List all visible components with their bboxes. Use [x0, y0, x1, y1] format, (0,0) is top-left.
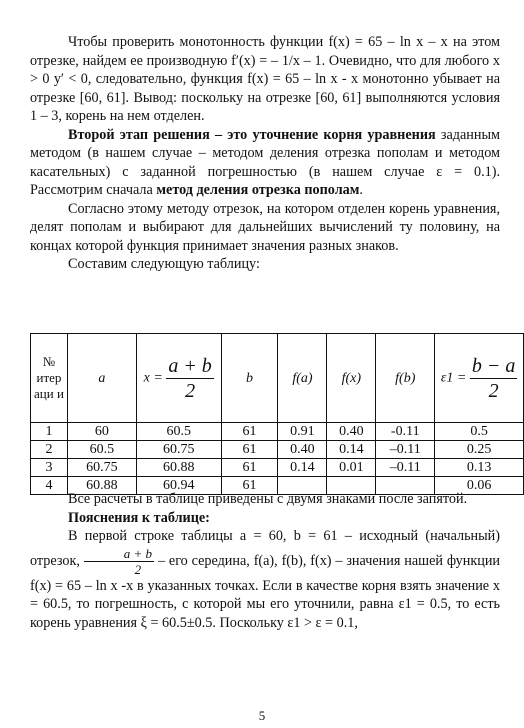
inline-frac-den: 2 [134, 561, 142, 577]
header-b: b [221, 334, 278, 423]
table-cell: 0.14 [278, 459, 327, 477]
header-x [136, 334, 221, 423]
table-cell: 60.88 [67, 477, 136, 495]
table-cell: 3 [31, 459, 68, 477]
header-x-fraction [166, 354, 214, 403]
table-cell: 0.01 [327, 459, 376, 477]
text-block-bottom [30, 490, 500, 632]
text-block-top [30, 33, 500, 274]
header-e-lhs: ε1 = [440, 370, 467, 386]
explanations-rest: – его середина, f(a), f(b), f(x) – значения нашей функции f(x) = 65 – ln x -x в указанных точках. Если в качестве корня взять значение x = 60.5, то погрешность, с которой мы его уточнили, равна ε1 = 0.5, то есть корень уравнения ξ = 60.5±0.5. Поскольку ε1 > ε = 0.1, [30, 552, 501, 631]
table-row [31, 423, 524, 441]
table-cell: 61 [221, 459, 278, 477]
header-e-fraction [470, 354, 518, 403]
table-cell: 0.5 [435, 423, 524, 441]
inline-midpoint-formula [84, 546, 154, 577]
table-row [31, 441, 524, 459]
header-e-den: 2 [488, 379, 499, 402]
header-fb: f(b) [376, 334, 435, 423]
header-iteration: № итер аци и [31, 334, 68, 423]
table-cell: 61 [221, 423, 278, 441]
bisection-method-bold: метод деления отрезка пополам [156, 182, 360, 198]
table-cell: 4 [31, 477, 68, 495]
paragraph-monotonicity: Чтобы проверить монотонность функции f(x) = 65 – ln x – x на этом отрезке, найдем ее производную f′(x) = – 1/x – 1. Очевидно, что для любого x > 0 y′ < 0, следовательно, функция f(x) = 65 – ln x - x монотонно убывает на отрезке [60, 61]. Вывод: поскольку на отрезке [60, 61] выполняются условия 1 – 3, корень на нем отделен. [30, 34, 500, 124]
paragraph-table-intro: Составим следующую таблицу: [68, 256, 260, 272]
page-number: 5 [258, 708, 266, 723]
second-stage-end: . [359, 182, 363, 198]
second-stage-text: заданным методом (в нашем случае – методом деления отрезка пополам и методом касательных) с заданной погрешностью (в нашем случае ε = 0.1). Рассмотрим сначала [30, 126, 500, 198]
header-x-num: a + b [168, 354, 212, 377]
table-cell: 0.06 [435, 477, 524, 495]
explanations-start: В первой строке таблицы a = 60, b = 61 – исходный (начальный) отрезок, [30, 528, 500, 569]
header-e-num: b − a [471, 354, 516, 377]
table-cell: 60.5 [67, 441, 136, 459]
paragraph-explanations-heading: Пояснения к таблице: [68, 509, 210, 526]
second-stage-bold: Второй этап решения – это уточнение корня уравнения [68, 126, 436, 143]
table-header-row [31, 334, 524, 423]
table-cell: –0.11 [376, 459, 435, 477]
paragraph-bisection: Согласно этому методу отрезок, на котором отделен корень уравнения, делят пополам и выбирают для дальнейших вычислений ту половину, на концах которой функция принимает значения разных знаков. [30, 200, 500, 254]
table-cell: 1 [31, 423, 68, 441]
table-cell: 60.75 [67, 459, 136, 477]
table-row [31, 459, 524, 477]
header-epsilon [435, 334, 524, 423]
header-fx: f(x) [327, 334, 376, 423]
table-cell: 61 [221, 441, 278, 459]
header-x-lhs: x = [143, 370, 163, 386]
iteration-table [30, 333, 524, 495]
header-fa: f(a) [278, 334, 327, 423]
paragraph-calculations-note: Все расчеты в таблице приведены с двумя знаками после запятой. [68, 491, 468, 507]
table-cell: 60 [67, 423, 136, 441]
table-cell: 60.75 [136, 441, 221, 459]
inline-frac-num: a + b [84, 546, 154, 562]
table-cell: 0.25 [435, 441, 524, 459]
table-cell: –0.11 [376, 441, 435, 459]
header-x-den: 2 [185, 379, 196, 402]
table-cell: 0.40 [327, 423, 376, 441]
table-cell: 0.14 [327, 441, 376, 459]
table-cell: 2 [31, 441, 68, 459]
table-cell: 0.13 [435, 459, 524, 477]
table-cell: -0.11 [376, 423, 435, 441]
table-cell: 61 [221, 477, 278, 495]
table-cell: 60.94 [136, 477, 221, 495]
table-cell: 0.40 [278, 441, 327, 459]
table-cell: 0.91 [278, 423, 327, 441]
header-a: a [67, 334, 136, 423]
paragraph-second-stage [30, 126, 500, 200]
paragraph-explanations [30, 527, 500, 632]
table-cell: 60.5 [136, 423, 221, 441]
table-cell: 60.88 [136, 459, 221, 477]
